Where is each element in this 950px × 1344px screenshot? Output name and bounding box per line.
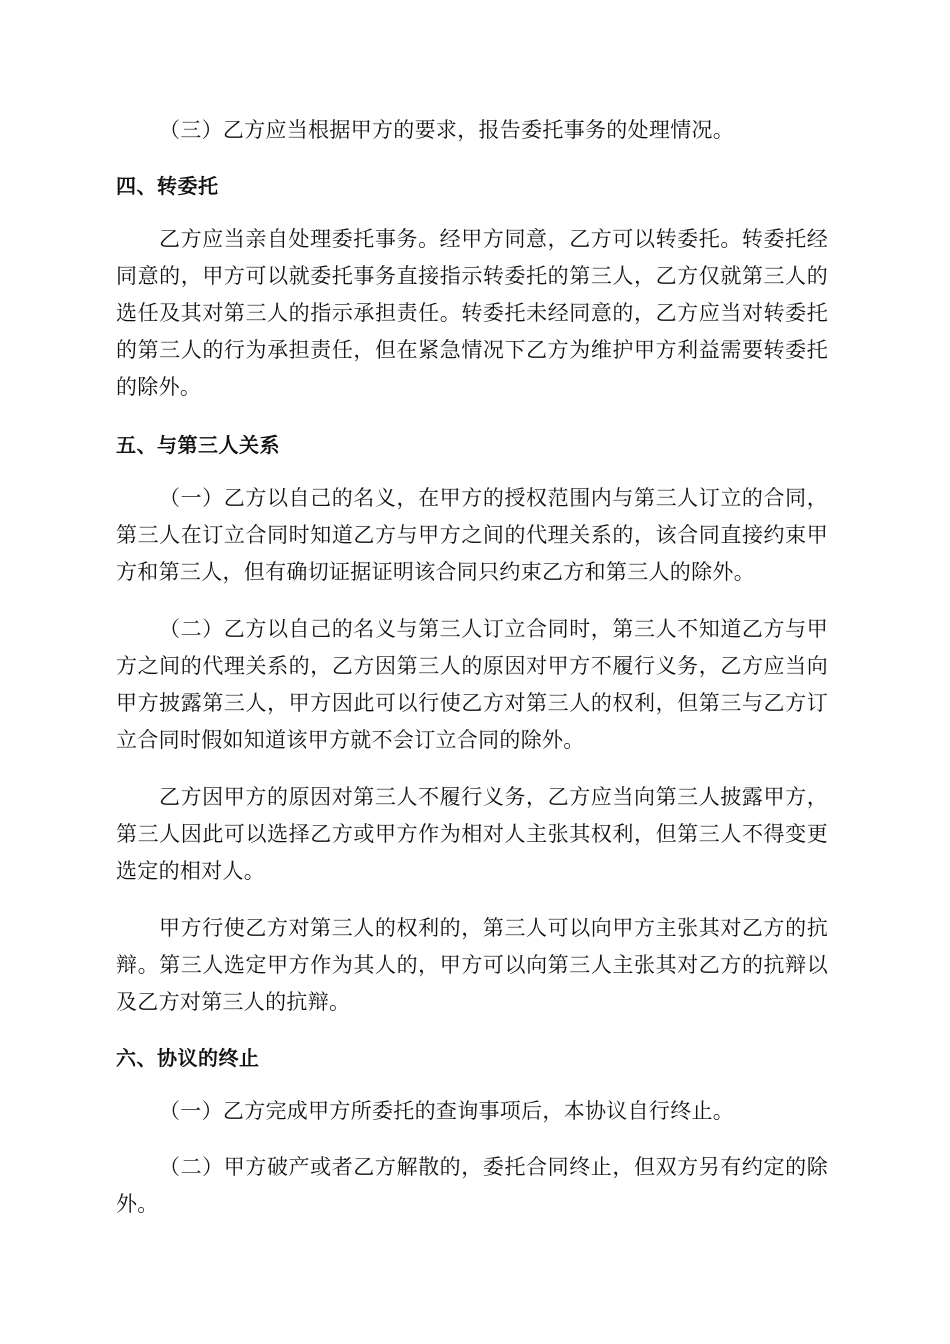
section-5-item-1-paragraph: （一）乙方以自己的名义，在甲方的授权范围内与第三人订立的合同，第三人在订立合同时知道乙方与甲方之间的代理关系的，该合同直接约束甲方和第三人，但有确切证据证明该合同只约束乙方和第三人的除外。 [116, 486, 828, 584]
section-6-item-2-paragraph: （二）甲方破产或者乙方解散的，委托合同终止，但双方另有约定的除外。 [116, 1155, 828, 1216]
section-6-item-1-paragraph: （一）乙方完成甲方所委托的查询事项后，本协议自行终止。 [159, 1099, 735, 1123]
section-5-paragraph-3: 乙方因甲方的原因对第三人不履行义务，乙方应当向第三人披露甲方，第三人因此可以选择乙方或甲方作为相对人主张其权利，但第三人不得变更选定的相对人。 [116, 785, 828, 883]
section-5-paragraph-4: 甲方行使乙方对第三人的权利的，第三人可以向甲方主张其对乙方的抗辩。第三人选定甲方作为其人的，甲方可以向第三人主张其对乙方的抗辩以及乙方对第三人的抗辩。 [116, 916, 828, 1014]
section-6-heading: 六、协议的终止 [116, 1046, 260, 1070]
section-5-heading: 五、与第三人关系 [116, 433, 280, 457]
section-3-item-3-paragraph: （三）乙方应当根据甲方的要求，报告委托事务的处理情况。 [159, 118, 735, 142]
section-4-heading: 四、转委托 [116, 174, 219, 198]
section-5-item-2-paragraph: （二）乙方以自己的名义与第三人订立合同时，第三人不知道乙方与甲方之间的代理关系的，乙方因第三人的原因对甲方不履行义务，乙方应当向甲方披露第三人，甲方因此可以行使乙方对第三人的权利，但第三与乙方订立合同时假如知道该甲方就不会订立合同的除外。 [116, 617, 828, 752]
section-4-paragraph: 乙方应当亲自处理委托事务。经甲方同意，乙方可以转委托。转委托经同意的，甲方可以就委托事务直接指示转委托的第三人，乙方仅就第三人的选任及其对第三人的指示承担责任。转委托未经同意的，乙方应当对转委托的第三人的行为承担责任，但在紧急情况下乙方为维护甲方利益需要转委托的除外。 [116, 227, 828, 399]
